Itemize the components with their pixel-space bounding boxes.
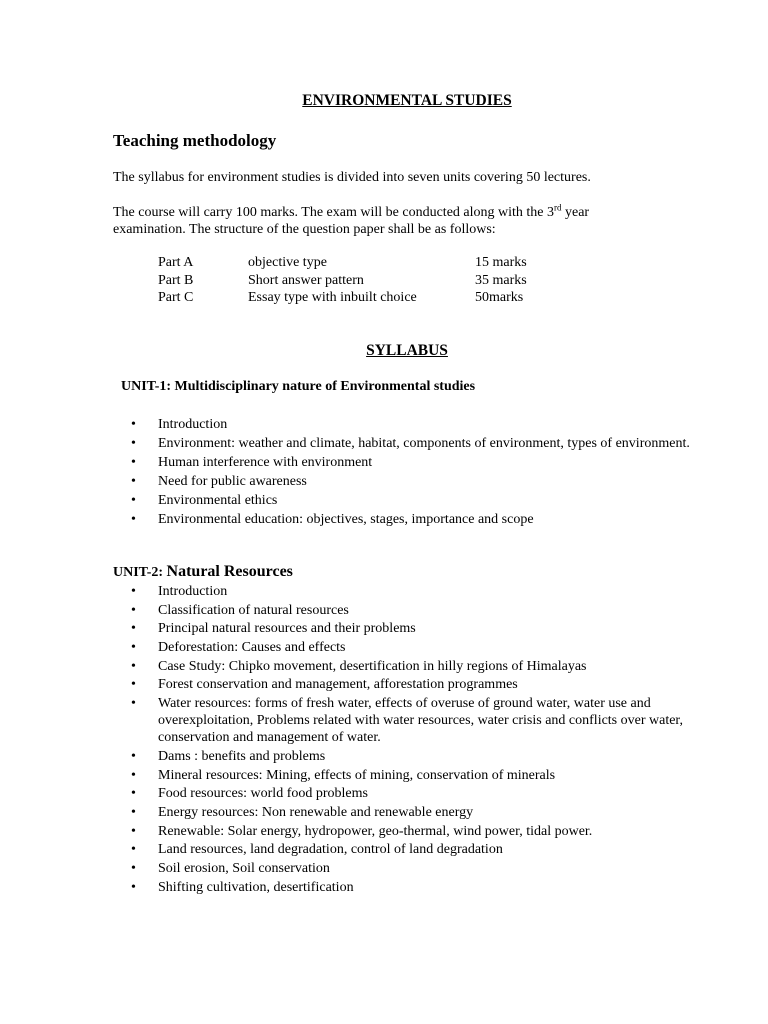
part-type: Short answer pattern: [248, 273, 364, 288]
course-marks-text-line2: examination. The structure of the question paper shall be as follows:: [113, 222, 496, 237]
course-marks-text: The course will carry 100 marks. The exam will be conducted along with the 3: [113, 205, 554, 220]
document-title: ENVIRONMENTAL STUDIES: [302, 92, 512, 109]
list-item: • Food resources: world food problems: [131, 785, 701, 802]
teaching-methodology-heading: Teaching methodology: [113, 131, 277, 150]
list-item: • Shifting cultivation, desertification: [131, 879, 701, 896]
list-item: • Land resources, land degradation, control of land degradation: [131, 841, 701, 858]
list-item: • Classification of natural resources: [131, 602, 701, 619]
part-label: Part C: [158, 290, 194, 305]
list-item: • Environmental education: objectives, stages, importance and scope: [131, 511, 701, 528]
list-item: • Deforestation: Causes and effects: [131, 639, 701, 656]
part-label: Part B: [158, 273, 194, 288]
unit-1-label: UNIT-1:: [121, 379, 175, 394]
list-item: • Principal natural resources and their problems: [131, 620, 701, 637]
list-item: • Case Study: Chipko movement, desertification in hilly regions of Himalayas: [131, 658, 701, 675]
part-marks: 35 marks: [475, 273, 527, 288]
unit-1-topic-list: [131, 416, 701, 528]
list-item: • Human interference with environment: [131, 454, 701, 471]
unit-2-heading: [113, 563, 293, 581]
course-marks-text-end: year: [561, 205, 590, 220]
syllabus-intro-paragraph: The syllabus for environment studies is divided into seven units covering 50 lectures.: [113, 170, 591, 185]
list-item: • Environment: weather and climate, habitat, components of environment, types of environment.: [131, 435, 701, 452]
part-type: Essay type with inbuilt choice: [248, 290, 417, 305]
list-item: • Dams : benefits and problems: [131, 748, 701, 765]
list-item: • Introduction: [131, 583, 701, 600]
list-item: • Need for public awareness: [131, 473, 701, 490]
unit-1-heading: [121, 379, 475, 395]
list-item: • Introduction: [131, 416, 701, 433]
list-item: • Soil erosion, Soil conservation: [131, 860, 701, 877]
course-marks-paragraph: [113, 204, 589, 238]
part-label: Part A: [158, 255, 194, 270]
list-item: • Renewable: Solar energy, hydropower, geo-thermal, wind power, tidal power.: [131, 823, 701, 840]
syllabus-heading: SYLLABUS: [366, 342, 448, 359]
part-marks: 50marks: [475, 290, 524, 305]
part-marks: 15 marks: [475, 255, 527, 270]
unit-2-topic-list: [131, 583, 701, 896]
list-item: • Energy resources: Non renewable and renewable energy: [131, 804, 701, 821]
unit-2-title: Natural Resources: [166, 563, 293, 580]
list-item: • Water resources: forms of fresh water, effects of overuse of ground water, water use and overexploitation, Problems related with water resources, water crisis and conflicts over water, conservation and management of water.: [131, 695, 701, 746]
list-item: • Forest conservation and management, afforestation programmes: [131, 676, 701, 693]
list-item: • Mineral resources: Mining, effects of mining, conservation of minerals: [131, 767, 701, 784]
part-type: objective type: [248, 255, 327, 270]
list-item: • Environmental ethics: [131, 492, 701, 509]
unit-2-label: UNIT-2:: [113, 565, 167, 580]
ordinal-superscript: rd: [554, 202, 562, 213]
unit-1-title: Multidisciplinary nature of Environmental studies: [174, 379, 476, 394]
